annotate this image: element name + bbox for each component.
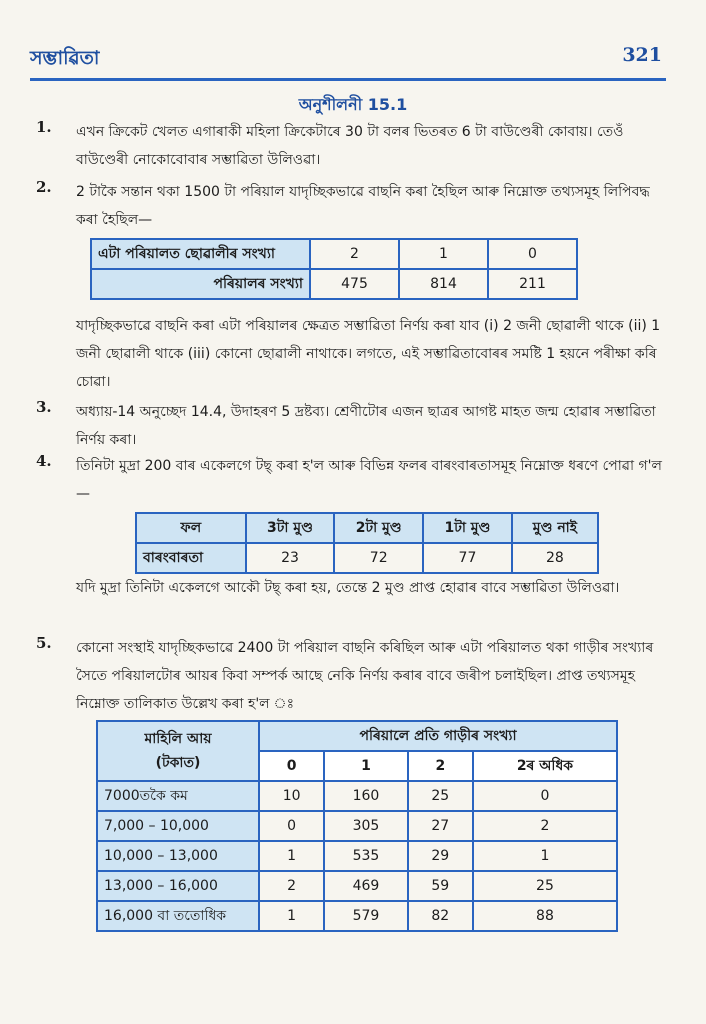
table-cell: 72 <box>334 543 423 573</box>
table-cell: 25 <box>473 871 617 901</box>
table-header: 0 <box>259 751 324 781</box>
table-cell: 160 <box>324 781 407 811</box>
table-row <box>97 871 617 901</box>
question-number: 2. <box>36 178 52 196</box>
header-rule <box>30 78 666 81</box>
table-header: ফল <box>136 513 246 543</box>
table-cell: 29 <box>408 841 473 871</box>
page-number: 321 <box>622 44 662 66</box>
question-text: তিনিটা মুদ্ৰা 200 বাৰ একেলগে টছ্ কৰা হ'ল আৰু বিভিন্ন ফলৰ বাৰংবাৰতাসমূহ নিম্নোক্ত ধৰণে পোৱা গ'ল— <box>76 458 662 502</box>
table-cell: 2 <box>310 239 399 269</box>
table-cell: 475 <box>310 269 399 299</box>
question-text: এখন ক্ৰিকেট খেলত এগাৰাকী মহিলা ক্ৰিকেটাৰে 30 টা বলৰ ভিতৰত 6 টা বাউণ্ডেৰী কোবায়। তেওঁ বাউণ্ডেৰী নোকোবোবাৰ সম্ভাৱিতা উলিওৱা। <box>76 124 624 168</box>
question-text: কোনো সংস্থাই যাদৃচ্ছিকভাৱে 2400 টা পৰিয়াল বাছনি কৰিছিল আৰু এটা পৰিয়ালত থকা গাড়ীৰ সংখ্যাৰ সৈতে পৰিয়ালটোৰ আয়ৰ কিবা সম্পৰ্ক আছে নেকি নিৰ্ণয় কৰাৰ বাবে জৰীপ চলাইছিল। প্ৰাপ্ত তথ্যসমূহ নিম্নোক্ত তালিকাত উল্লেখ কৰা হ'ল ঃ <box>76 640 654 712</box>
table-cell: 814 <box>399 269 488 299</box>
table-row-label: এটা পৰিয়ালত ছোৱালীৰ সংখ্যা <box>91 239 310 269</box>
question-4-followup: যদি মুদ্ৰা তিনিটা একেলগে আকৌ টছ্ কৰা হয়, তেন্তে 2 মুণ্ড প্ৰাপ্ত হোৱাৰ বাবে সম্ভাৱিতা উলিওৱা। <box>76 580 620 596</box>
table-cell: 27 <box>408 811 473 841</box>
table-row-label: বাৰংবাৰতা <box>136 543 246 573</box>
question-number: 3. <box>36 398 52 416</box>
question-3 <box>36 398 666 454</box>
table-cell: 77 <box>423 543 512 573</box>
table-cell: 82 <box>408 901 473 931</box>
table-cell: 25 <box>408 781 473 811</box>
table-cell: 0 <box>259 811 324 841</box>
table-row-label: 7000তকৈ কম <box>97 781 259 811</box>
table-cell: 1 <box>473 841 617 871</box>
question-text: 2 টাকৈ সন্তান থকা 1500 টা পৰিয়াল যাদৃচ্ছিকভাৱে বাছনি কৰা হৈছিল আৰু নিম্নোক্ত তথ্যসমূহ লিপিবদ্ধ কৰা হৈছিল— <box>76 184 650 228</box>
question-5 <box>36 634 666 718</box>
income-header-line-2: (টকাত) <box>155 755 201 771</box>
chapter-title: সম্ভাৱিতা <box>30 47 100 69</box>
table-row <box>97 841 617 871</box>
table-cell: 305 <box>324 811 407 841</box>
table-row <box>91 269 577 299</box>
table-header: 2ৰ অধিক <box>473 751 617 781</box>
table-cell: 88 <box>473 901 617 931</box>
table-row-label: 16,000 বা ততোধিক <box>97 901 259 931</box>
question-text: অধ্যায়-14 অনুচ্ছেদ 14.4, উদাহৰণ 5 দ্ৰষ্টব্য। শ্ৰেণীটোৰ এজন ছাত্ৰৰ আগষ্ট মাহত জন্ম হোৱাৰ সম্ভাৱিতা নিৰ্ণয় কৰা। <box>76 404 656 448</box>
exercise-title: অনুশীলনী 15.1 <box>298 95 408 114</box>
table-row-label: 13,000 – 16,000 <box>97 871 259 901</box>
table-header: 3টা মুণ্ড <box>246 513 335 543</box>
table-row <box>97 901 617 931</box>
question-number: 5. <box>36 634 52 652</box>
table-header: 2 <box>408 751 473 781</box>
table-row-label: 10,000 – 13,000 <box>97 841 259 871</box>
income-cars-table <box>96 720 618 932</box>
table-header: 1 <box>324 751 407 781</box>
coin-toss-table <box>135 512 599 574</box>
table-header-row <box>97 721 617 751</box>
table-header: 2টা মুণ্ড <box>334 513 423 543</box>
table-cell: 10 <box>259 781 324 811</box>
question-1 <box>36 118 666 174</box>
table-cell: 2 <box>473 811 617 841</box>
question-2-followup: যাদৃচ্ছিকভাৱে বাছনি কৰা এটা পৰিয়ালৰ ক্ষেত্ৰত সম্ভাৱিতা নিৰ্ণয় কৰা যাব (i) 2 জনী ছোৱালী থাকে (ii) 1 জনী ছোৱালী থাকে (iii) কোনো ছোৱালী নাথাকে। লগতে, এই সম্ভাৱিতাবোৰৰ সমষ্টি 1 হয়নে পৰীক্ষা কৰি চোৱা। <box>76 318 661 390</box>
table-row <box>91 239 577 269</box>
girls-table <box>90 238 578 300</box>
table-cell: 28 <box>512 543 598 573</box>
table-row <box>97 811 617 841</box>
table-cell: 211 <box>488 269 577 299</box>
cars-group-header: পৰিয়ালে প্ৰতি গাড়ীৰ সংখ্যা <box>259 721 617 751</box>
income-header <box>97 721 259 781</box>
table-cell: 59 <box>408 871 473 901</box>
table-cell: 1 <box>259 841 324 871</box>
table-row <box>97 781 617 811</box>
table-cell: 23 <box>246 543 335 573</box>
table-cell: 0 <box>473 781 617 811</box>
question-2 <box>36 178 666 234</box>
question-4 <box>36 452 666 508</box>
question-number: 4. <box>36 452 52 470</box>
table-cell: 535 <box>324 841 407 871</box>
table-cell: 0 <box>488 239 577 269</box>
income-header-line-1: মাহিলি আয় <box>144 731 212 747</box>
table-row <box>136 543 598 573</box>
table-header: মুণ্ড নাই <box>512 513 598 543</box>
table-cell: 1 <box>259 901 324 931</box>
table-header: 1টা মুণ্ড <box>423 513 512 543</box>
question-number: 1. <box>36 118 52 136</box>
table-header-row <box>136 513 598 543</box>
table-cell: 469 <box>324 871 407 901</box>
table-cell: 1 <box>399 239 488 269</box>
table-row-label: 7,000 – 10,000 <box>97 811 259 841</box>
table-cell: 2 <box>259 871 324 901</box>
table-cell: 579 <box>324 901 407 931</box>
table-row-label: পৰিয়ালৰ সংখ্যা <box>91 269 310 299</box>
